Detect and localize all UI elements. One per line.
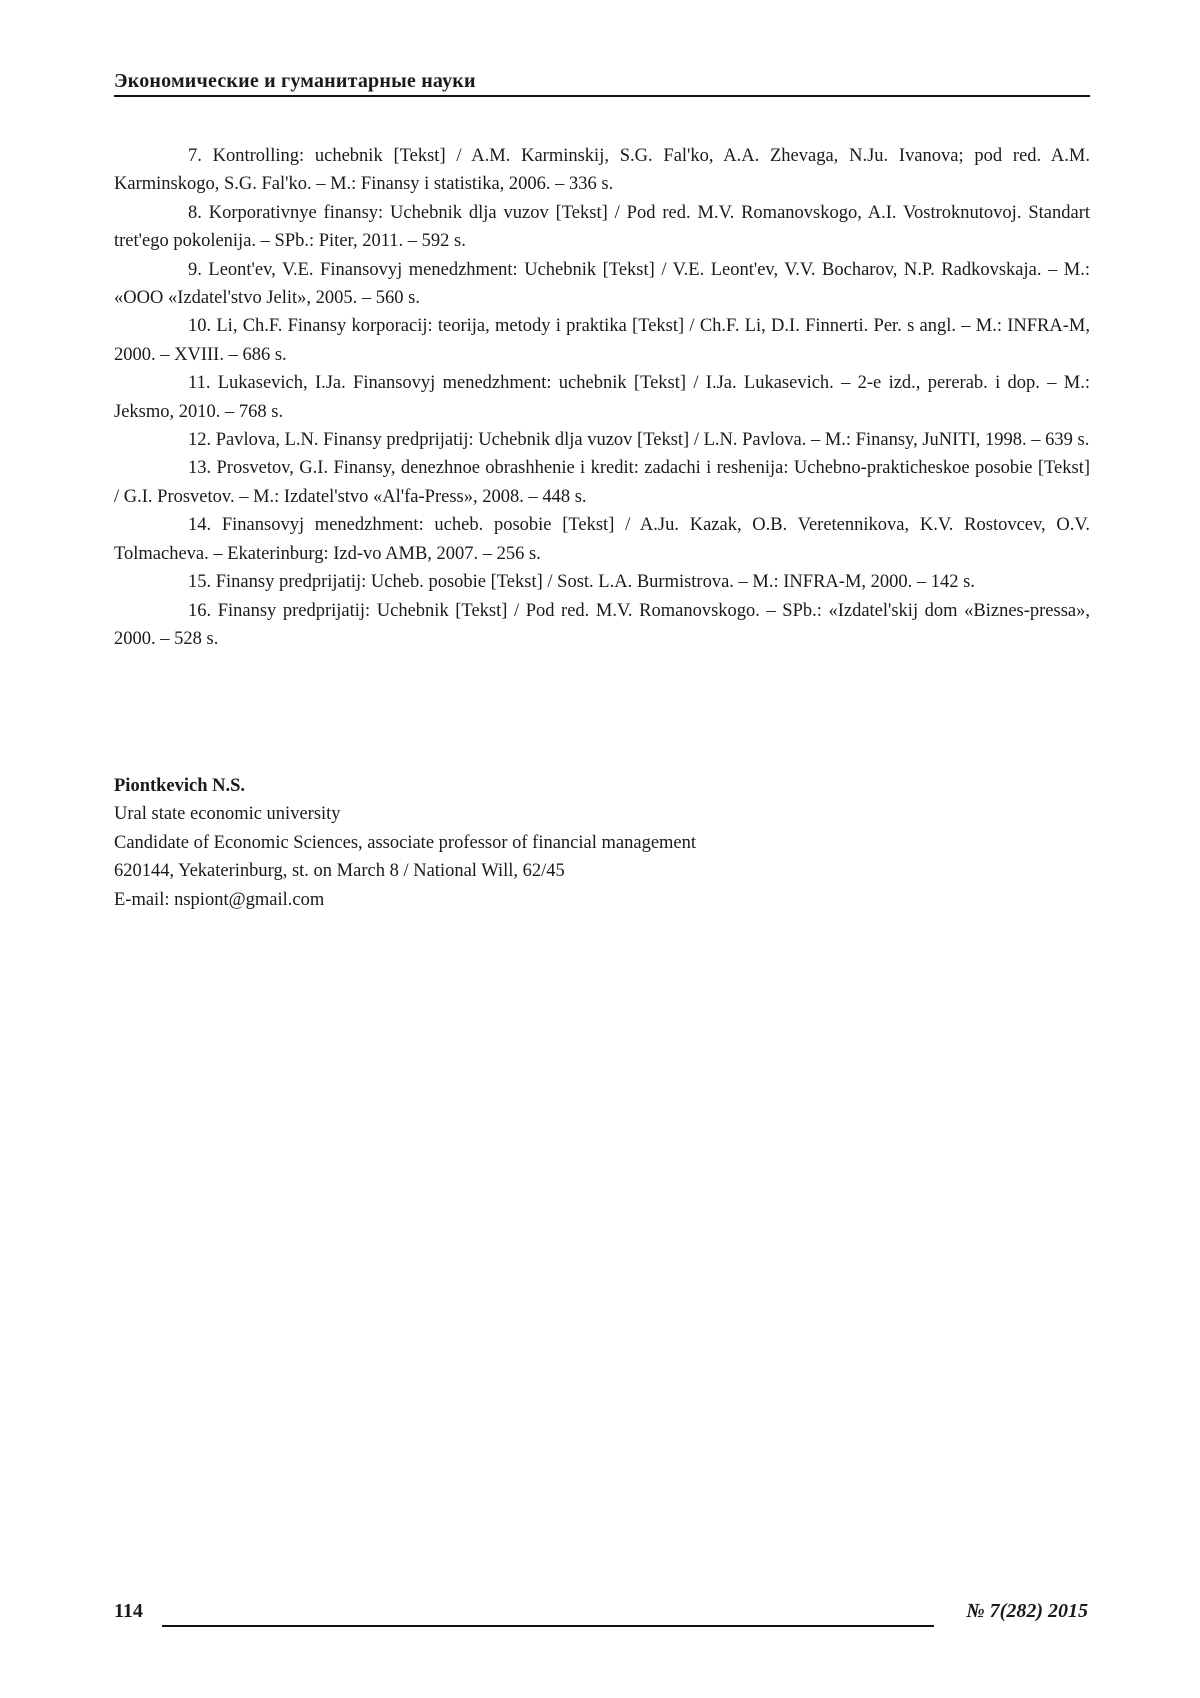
reference-item: 7. Kontrolling: uchebnik [Tekst] / A.M. Karminskij, S.G. Fal'ko, A.A. Zhevaga, N.Ju. Ivanova; pod red. A.M. Karminskogo, S.G. Fal'ko. – M.: Finansy i statistika, 2006. – 336 s. (114, 146, 1090, 195)
reference-item: 9. Leont'ev, V.E. Finansovyj menedzhment: Uchebnik [Tekst] / V.E. Leont'ev, V.V. Bocharov, N.P. Radkovskaja. – M.: «OOO «Izdatel'stvo Jelit», 2005. – 560 s. (114, 259, 1090, 309)
author-address: 620144, Yekaterinburg, st. on March 8 / National Will, 62/45 (114, 861, 565, 882)
journal-title: Экономические и гуманитарные науки (114, 70, 476, 92)
footer-divider (162, 1625, 934, 1627)
author-email: E-mail: nspiont@gmail.com (114, 889, 325, 910)
author-info (114, 772, 1090, 914)
page-number: 114 (114, 1600, 143, 1622)
reference-item: 15. Finansy predprijatij: Ucheb. posobie [Tekst] / Sost. L.A. Burmistrova. – M.: INFRA-M, 2000. – 142 s. (188, 572, 975, 593)
reference-item: 10. Li, Ch.F. Finansy korporacij: teorija, metody i praktika [Tekst] / Ch.F. Li, D.I. Finnerti. Per. s angl. – M.: INFRA-M, 2000. – XVIII. – 686 s. (114, 316, 1090, 365)
reference-item: 11. Lukasevich, I.Ja. Finansovyj menedzhment: uchebnik [Tekst] / I.Ja. Lukasevich. – 2-e izd., pererab. i dop. – M.: Jeksmo, 2010. – 768 s. (114, 373, 1090, 422)
reference-item: 16. Finansy predprijatij: Uchebnik [Tekst] / Pod red. M.V. Romanovskogo. – SPb.: «Izdatel'skij dom «Biznes-pressa», 2000. – 528 s. (114, 600, 1090, 649)
reference-item: 14. Finansovyj menedzhment: ucheb. posobie [Tekst] / A.Ju. Kazak, O.B. Veretennikova, K.V. Rostovcev, O.V. Tolmacheva. – Ekaterinburg: Izd-vo AMB, 2007. – 256 s. (114, 515, 1090, 564)
running-header (114, 70, 1090, 97)
page-footer (114, 1600, 1090, 1630)
issue-number: № 7(282) 2015 (966, 1600, 1088, 1622)
author-name: Piontkevich N.S. (114, 776, 246, 796)
reference-item: 8. Korporativnye finansy: Uchebnik dlja vuzov [Tekst] / Pod red. M.V. Romanovskogo, A.I. Vostroknutovoj. Standart tret'ego pokolenija. – SPb.: Piter, 2011. – 592 s. (114, 202, 1090, 252)
reference-item: 12. Pavlova, L.N. Finansy predprijatij: Uchebnik dlja vuzov [Tekst] / L.N. Pavlova. – M.: Finansy, JuNITI, 1998. – 639 s. (188, 430, 1090, 451)
author-affiliation: Ural state economic university (114, 804, 341, 825)
reference-item: 13. Prosvetov, G.I. Finansy, denezhnoe obrashhenie i kredit: zadachi i reshenija: Uchebno-prakticheskoe posobie [Tekst] / G.I. Prosvetov. – M.: Izdatel'stvo «Al'fa-Press», 2008. – 448 s. (114, 458, 1090, 507)
reference-list (114, 142, 1090, 653)
author-position: Candidate of Economic Sciences, associate professor of financial management (114, 832, 697, 853)
